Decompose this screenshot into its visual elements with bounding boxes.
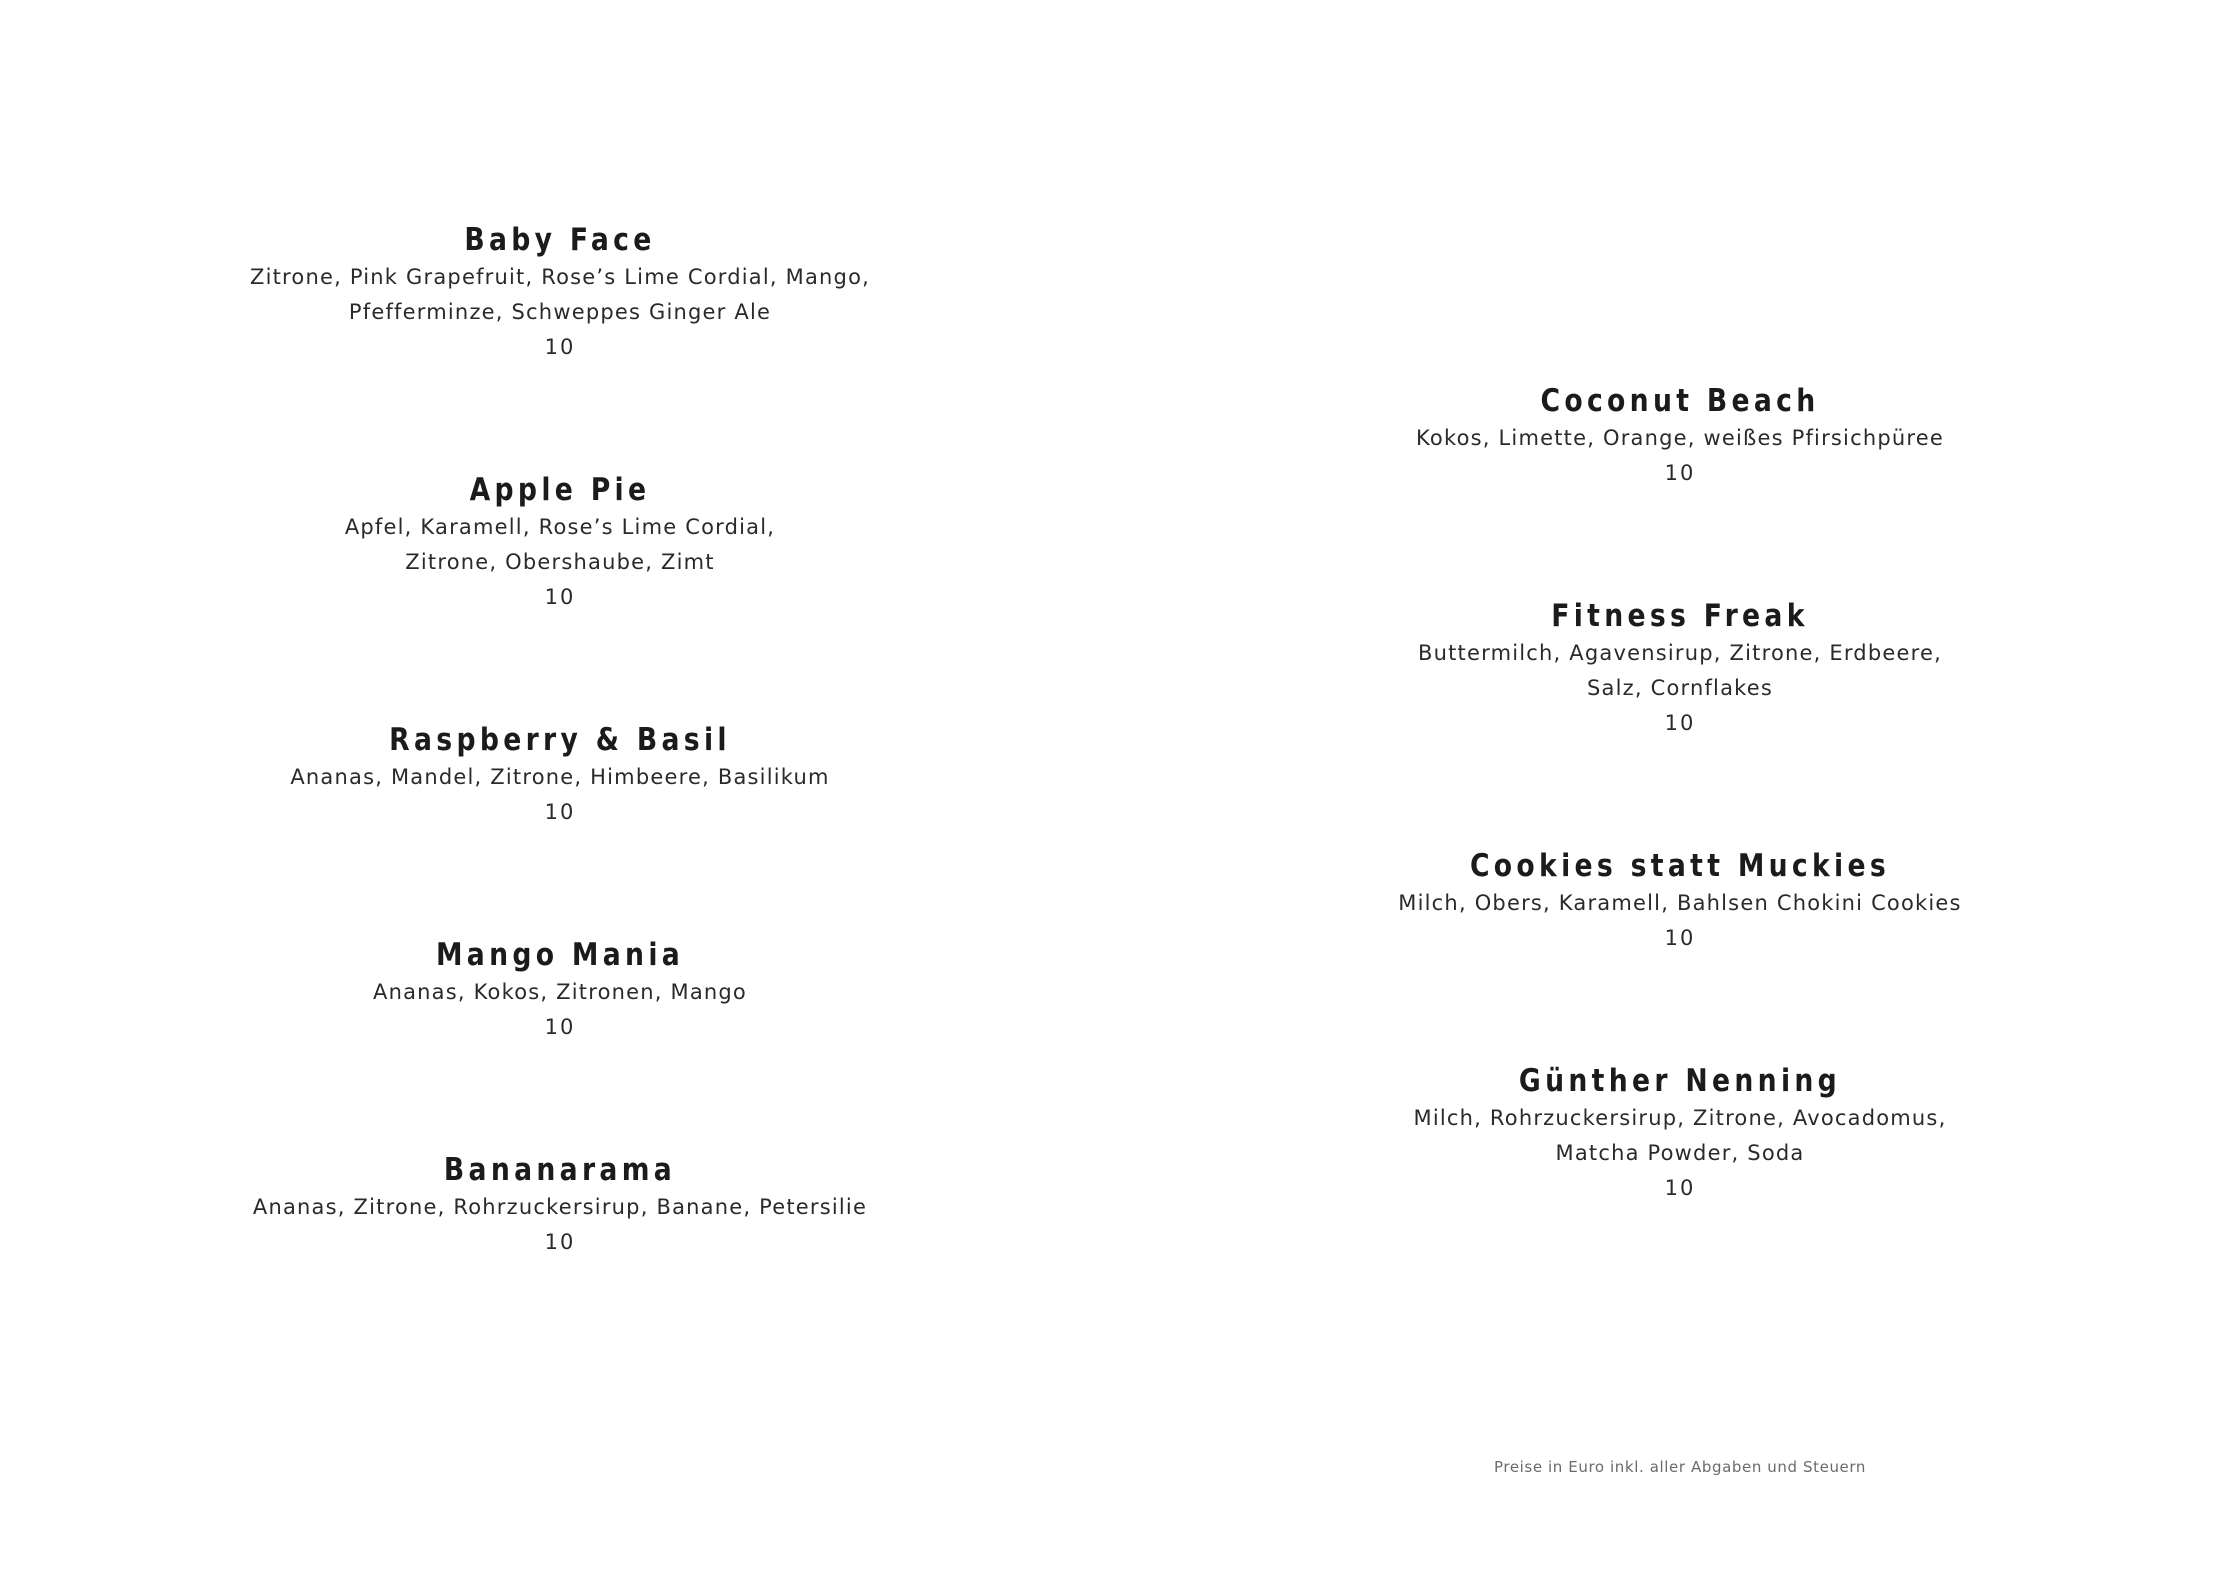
menu-item xyxy=(1300,846,2060,956)
item-price: 10 xyxy=(1664,461,1696,485)
item-price: 10 xyxy=(544,1015,576,1039)
item-description: Ananas, Mandel, Zitrone, Himbeere, Basilikum xyxy=(290,765,830,789)
item-price: 10 xyxy=(544,1230,576,1254)
item-description: Zitrone, Pink Grapefruit, Rose’s Lime Cordial, Mango, xyxy=(250,265,870,289)
item-description: Buttermilch, Agavensirup, Zitrone, Erdbeere, xyxy=(1418,641,1942,665)
item-price: 10 xyxy=(1664,1176,1696,1200)
item-name: Günther Nenning xyxy=(1518,1063,1842,1099)
item-description: Milch, Rohrzuckersirup, Zitrone, Avocadomus, xyxy=(1413,1106,1947,1130)
item-price: 10 xyxy=(544,335,576,359)
menu-item xyxy=(180,470,940,615)
item-name: Fitness Freak xyxy=(1551,598,1809,634)
item-description: Kokos, Limette, Orange, weißes Pfirsichpüree xyxy=(1415,426,1945,450)
item-name: Coconut Beach xyxy=(1540,383,1820,419)
menu-item xyxy=(1300,1061,2060,1206)
item-name: Mango Mania xyxy=(435,937,685,973)
item-name: Bananarama xyxy=(443,1152,677,1188)
item-price: 10 xyxy=(1664,711,1696,735)
menu-item xyxy=(180,1150,940,1260)
item-name: Cookies statt Muckies xyxy=(1469,848,1891,884)
item-description: Matcha Powder, Soda xyxy=(1555,1141,1805,1165)
item-name: Apple Pie xyxy=(469,472,651,508)
item-description: Milch, Obers, Karamell, Bahlsen Chokini Cookies xyxy=(1398,891,1962,915)
menu-item xyxy=(1300,381,2060,491)
item-description: Salz, Cornflakes xyxy=(1586,676,1774,700)
item-price: 10 xyxy=(544,800,576,824)
menu-item xyxy=(1300,596,2060,741)
menu-item xyxy=(180,720,940,830)
item-price: 10 xyxy=(1664,926,1696,950)
item-description: Apfel, Karamell, Rose’s Lime Cordial, xyxy=(344,515,776,539)
item-price: 10 xyxy=(544,585,576,609)
menu-item xyxy=(180,220,940,365)
item-name: Raspberry & Basil xyxy=(389,722,731,758)
menu-item xyxy=(180,935,940,1045)
item-description: Pfefferminze, Schweppes Ginger Ale xyxy=(348,300,772,324)
item-description: Ananas, Zitrone, Rohrzuckersirup, Banane, Petersilie xyxy=(252,1195,868,1219)
price-footnote: Preise in Euro inkl. aller Abgaben und Steuern xyxy=(1494,1458,1866,1476)
item-name: Baby Face xyxy=(464,222,656,258)
item-description: Zitrone, Obershaube, Zimt xyxy=(405,550,715,574)
item-description: Ananas, Kokos, Zitronen, Mango xyxy=(373,980,747,1004)
